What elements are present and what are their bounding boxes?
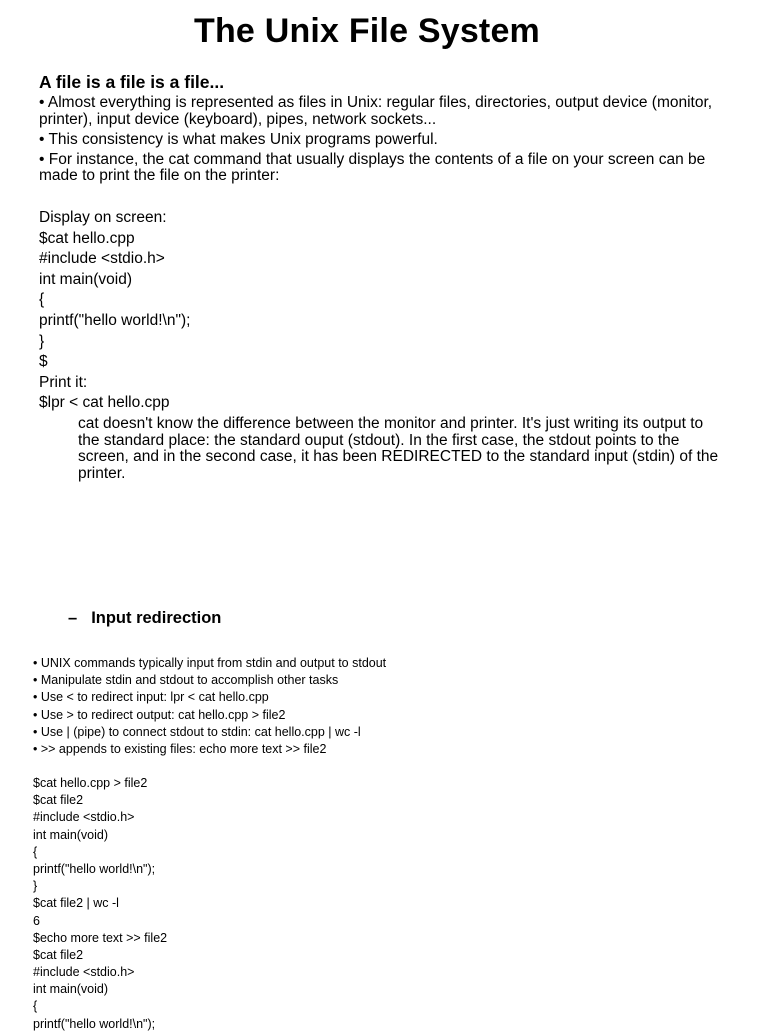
list-item: • Use | (pipe) to connect stdout to stdin: cat hello.cpp | wc -l (33, 724, 361, 739)
code-line: $cat file2 (33, 793, 84, 808)
code-line: printf("hello world!\n"); (33, 1016, 156, 1031)
list-item: • Manipulate stdin and stdout to accomplish other tasks (33, 673, 339, 688)
list-item: • >> appends to existing files: echo more text >> file2 (33, 741, 327, 756)
bullet-consistency: • This consistency is what makes Unix programs powerful. (39, 130, 438, 148)
section2-bullets (33, 655, 386, 758)
code-line: $lpr < cat hello.cpp (39, 394, 170, 412)
section1-code-block (39, 208, 190, 414)
code-line: 6 (33, 913, 40, 928)
code-line: Display on screen: (39, 209, 167, 226)
code-line: $cat file2 (33, 947, 84, 962)
section-heading-input-redirection (68, 609, 221, 628)
code-line: { (33, 999, 38, 1014)
page-title: The Unix File System (194, 12, 540, 50)
section2-code-block (33, 775, 167, 1033)
code-line: printf("hello world!\n"); (39, 311, 191, 329)
code-line: int main(void) (33, 827, 109, 842)
heading-text: Input redirection (91, 609, 222, 627)
list-item: • UNIX commands typically input from stdin and output to stdout (33, 656, 387, 670)
code-line: } (39, 332, 45, 350)
code-line: $cat file2 | wc -l (33, 896, 119, 911)
code-line: $cat hello.cpp (39, 229, 135, 247)
section-heading-file: A file is a file is a file... (39, 72, 225, 92)
code-line: { (39, 291, 45, 309)
code-line: } (33, 879, 38, 894)
code-line: Print it: (39, 373, 88, 391)
code-line: { (33, 844, 38, 859)
code-line: int main(void) (39, 270, 133, 288)
bullet-everything-is-file: • Almost everything is represented as files in Unix: regular files, directories, output device (monitor, printer), input device (keyboard), pipes, network sockets... (39, 94, 713, 128)
code-line: #include <stdio.h> (33, 965, 135, 980)
code-line: #include <stdio.h> (39, 250, 165, 268)
code-line: printf("hello world!\n"); (33, 861, 156, 876)
bullet-cat-example: • For instance, the cat command that usually displays the contents of a file on your screen can be made to print the file on the printer: (39, 150, 706, 185)
list-item: • Use > to redirect output: cat hello.cpp > file2 (33, 707, 286, 722)
explanation-paragraph: cat doesn't know the difference between the monitor and printer. It's just writing its output to the standard place: the standard ouput (stdout). In the first case, the stdout points to the screen, and in the second case, it has been REDIRECTED to the standard input (stdin) of the printer. (78, 415, 719, 482)
section1-bullets (39, 95, 729, 185)
code-line: int main(void) (33, 982, 109, 997)
heading-dash: – (68, 609, 78, 627)
code-line: $ (39, 353, 48, 371)
code-line: #include <stdio.h> (33, 810, 135, 825)
list-item: • Use < to redirect input: lpr < cat hello.cpp (33, 690, 269, 705)
code-line: $cat hello.cpp > file2 (33, 776, 148, 790)
code-line: $echo more text >> file2 (33, 930, 168, 945)
